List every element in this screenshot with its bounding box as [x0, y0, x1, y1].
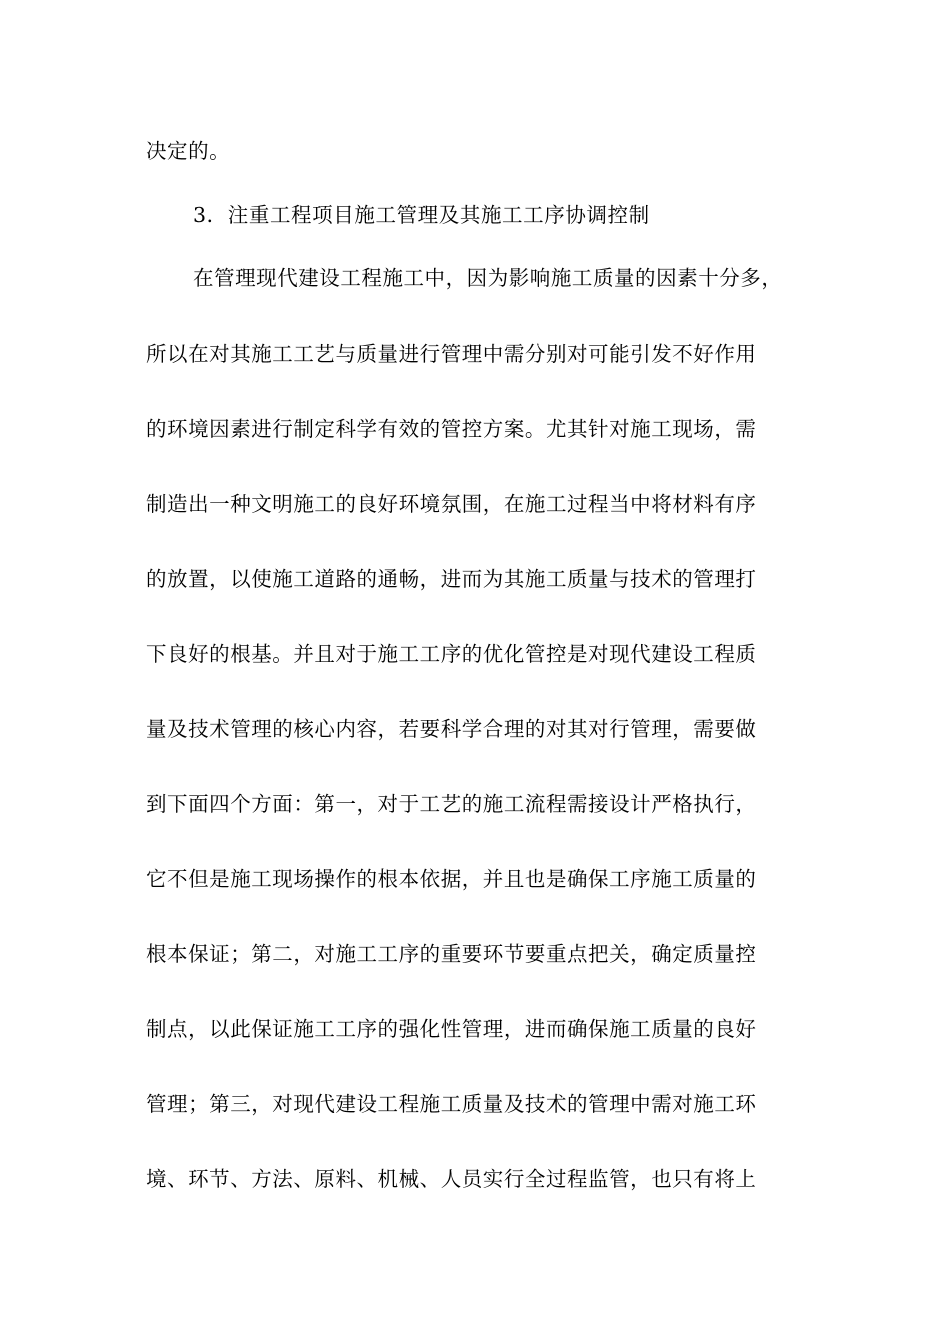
text-line-9: 量及技术管理的核心内容，若要科学合理的对其对行管理，需要做: [146, 717, 757, 741]
text-line-7: 的放置，以使施工道路的通畅，进而为其施工质量与技术的管理打: [146, 567, 757, 591]
section-heading: 3．注重工程项目施工管理及其施工工序协调控制: [193, 203, 650, 227]
text-line-10: 到下面四个方面：第一，对于工艺的施工流程需接设计严格执行，: [146, 792, 757, 816]
text-line-15: 境、环节、方法、原料、机械、人员实行全过程监管，也只有将上: [146, 1167, 757, 1191]
text-line-8: 下良好的根基。并且对于施工工序的优化管控是对现代建设工程质: [146, 642, 757, 666]
text-line-11: 它不但是施工现场操作的根本依据，并且也是确保工序施工质量的: [146, 867, 757, 891]
text-line-3: 在管理现代建设工程施工中，因为影响施工质量的因素十分多，: [193, 266, 783, 290]
text-line-13: 制点，以此保证施工工序的强化性管理，进而确保施工质量的良好: [146, 1017, 757, 1041]
text-line-5: 的环境因素进行制定科学有效的管控方案。尤其针对施工现场，需: [146, 417, 757, 441]
text-line-12: 根本保证；第二，对施工工序的重要环节要重点把关，确定质量控: [146, 942, 757, 966]
text-line-14: 管理；第三，对现代建设工程施工质量及技术的管理中需对施工环: [146, 1092, 757, 1116]
text-line-1: 决定的。: [146, 139, 231, 163]
text-line-4: 所以在对其施工工艺与质量进行管理中需分别对可能引发不好作用: [146, 342, 757, 366]
text-line-6: 制造出一种文明施工的良好环境氛围，在施工过程当中将材料有序: [146, 492, 757, 516]
